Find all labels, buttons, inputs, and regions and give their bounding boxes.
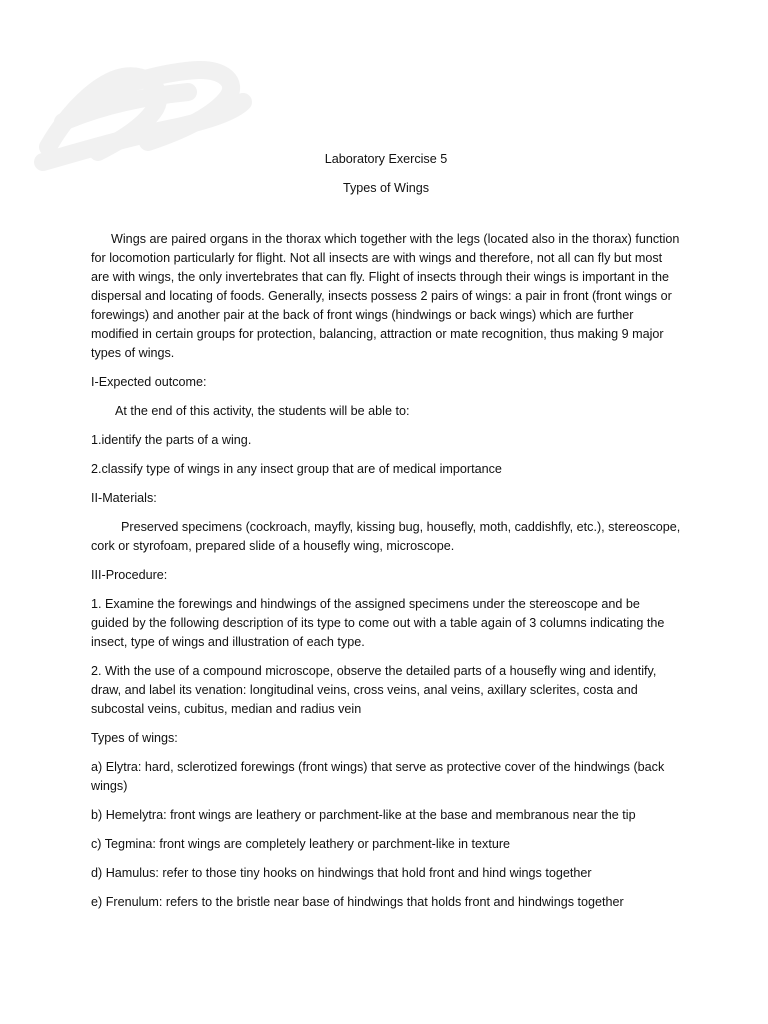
procedure-heading: III-Procedure: bbox=[91, 568, 168, 582]
materials-text: Preserved specimens (cockroach, mayfly, kissing bug, housefly, moth, caddishfly, etc.), stereoscope, cork or styrofoam, prepared slide of a housefly wing, microscope. bbox=[91, 520, 681, 553]
type-item-hemelytra: b) Hemelytra: front wings are leathery or parchment-like at the base and membranous near the tip bbox=[91, 808, 636, 822]
procedure-step-2: 2. With the use of a compound microscope, observe the detailed parts of a housefly wing and identify, draw, and label its venation: longitudinal veins, cross veins, anal veins, axillary sclerites, costa and subcostal veins, cubitus, median and radius vein bbox=[91, 664, 657, 716]
expected-outcome-item-2: 2.classify type of wings in any insect group that are of medical importance bbox=[91, 462, 502, 476]
expected-outcome-item-1: 1.identify the parts of a wing. bbox=[91, 433, 252, 447]
expected-outcome-lead: At the end of this activity, the students will be able to: bbox=[115, 404, 410, 418]
type-item-frenulum: e) Frenulum: refers to the bristle near base of hindwings that holds front and hindwings together bbox=[91, 895, 624, 909]
document-page bbox=[91, 150, 681, 912]
type-item-hamulus: d) Hamulus: refer to those tiny hooks on hindwings that hold front and hind wings together bbox=[91, 866, 592, 880]
intro-paragraph: Wings are paired organs in the thorax which together with the legs (located also in the thorax) function for locomotion particularly for flight. Not all insects are with wings and therefore, not all can fly but most are with wings, the only invertebrates that can fly. Flight of insects through their wings is important in the dispersal and locating of foods. Generally, insects possess 2 pairs of wings: a pair in front (front wings or forewings) and another pair at the back of front wings (hindwings or back wings) which are further modified in certain groups for protection, balancing, attraction or mate recognition, thus making 9 major types of wings. bbox=[91, 232, 680, 360]
materials-heading: II-Materials: bbox=[91, 491, 157, 505]
document-title: Laboratory Exercise 5 bbox=[324, 152, 448, 166]
procedure-step-1: 1. Examine the forewings and hindwings of the assigned specimens under the stereoscope and be guided by the following description of its type to come out with a table again of 3 columns indicating the insect, type of wings and illustration of each type. bbox=[91, 597, 665, 649]
types-heading: Types of wings: bbox=[91, 731, 178, 745]
type-item-tegmina: c) Tegmina: front wings are completely leathery or parchment-like in texture bbox=[91, 837, 511, 851]
type-item-elytra: a) Elytra: hard, sclerotized forewings (front wings) that serve as protective cover of the hindwings (back wings) bbox=[91, 760, 665, 793]
expected-outcome-heading: I-Expected outcome: bbox=[91, 375, 207, 389]
document-subtitle: Types of Wings bbox=[342, 181, 430, 195]
